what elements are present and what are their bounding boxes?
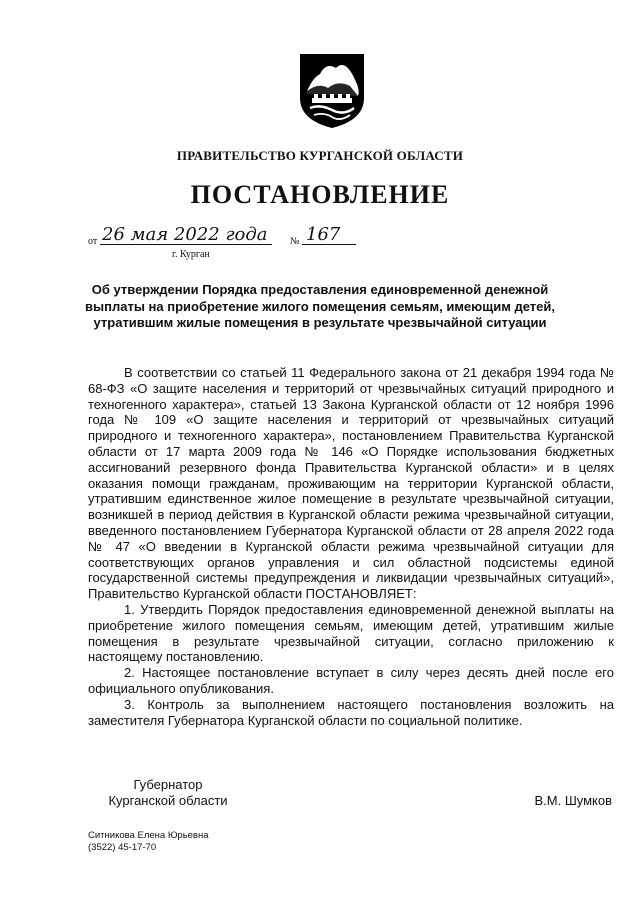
signatory-title-line1: Губернатор (133, 777, 203, 792)
executor-name: Ситникова Елена Юрьевна (88, 830, 209, 841)
body-paragraph-2: 2. Настоящее постановление вступает в силу через десять дней после его официального опубликования. (88, 665, 614, 696)
executor-phone: (3522) 45-17-70 (88, 842, 157, 853)
executor-info (88, 830, 209, 854)
signatory-name: В.М. Шумков (534, 793, 612, 808)
decree-body (88, 365, 614, 728)
coat-of-arms-emblem-icon (298, 52, 366, 130)
decree-subject: Об утверждении Порядка предоставления единовременной денежной выплаты на приобретение жилого помещения семьям, имеющим детей, утратившим жилые помещения в результате чрезвычайной ситуации (85, 282, 555, 330)
city-label: г. Курган (172, 249, 210, 260)
body-paragraph-1: 1. Утвердить Порядок предоставления единовременной денежной выплаты на приобретение жилого помещения семьям, имеющим детей, утратившим жилые помещения в результате чрезвычайной ситуации, согласно приложению к настоящему постановлению. (88, 601, 614, 665)
number-label: № (290, 236, 300, 247)
signatory-title (88, 777, 248, 809)
date-underline (100, 244, 272, 245)
date-from-label: от (88, 236, 98, 247)
government-name: ПРАВИТЕЛЬСТВО КУРГАНСКОЙ ОБЛАСТИ (176, 148, 464, 163)
body-paragraph-3: 3. Контроль за выполнением настоящего постановления возложить на заместителя Губернатора Курганской области по социальной политике. (88, 696, 614, 728)
handwritten-date: 26 мая 2022 года (102, 224, 268, 245)
number-underline (302, 244, 356, 245)
body-paragraph-preamble: В соответствии со статьей 11 Федерального закона от 21 декабря 1994 года № 68-ФЗ «О защите населения и территорий от чрезвычайных ситуаций природного и техногенного характера», статьей 13 Закона Курганской области от 12 ноября 1996 года № 109 «О защите населения и территорий от чрезвычайных ситуаций природного и техногенного характера», постановлением Правительства Курганской области от 17 марта 2009 года № 146 «О Порядке использования бюджетных ассигнований резервного фонда Правительства Курганской области» и в целях оказания помощи гражданам, проживающим на территории Курганской области, утратившим единственное жилое помещение в результате чрезвычайной ситуации, возникшей в период действия в Курганской области режима чрезвычайной ситуации, введенного постановлением Губернатора Курганской области от 28 апреля 2022 года № 47 «О введении в Курганской области режима чрезвычайной ситуации для соответствующих органов управления и сил областной подсистемы единой государственной системы предупреждения и ликвидации чрезвычайных ситуаций», Правительство Курганской области ПОСТАНОВЛЯЕТ: (88, 365, 614, 602)
signatory-title-line2: Курганской области (108, 793, 228, 808)
handwritten-number: 167 (306, 224, 341, 245)
document-type-title: ПОСТАНОВЛЕНИЕ (190, 180, 450, 209)
